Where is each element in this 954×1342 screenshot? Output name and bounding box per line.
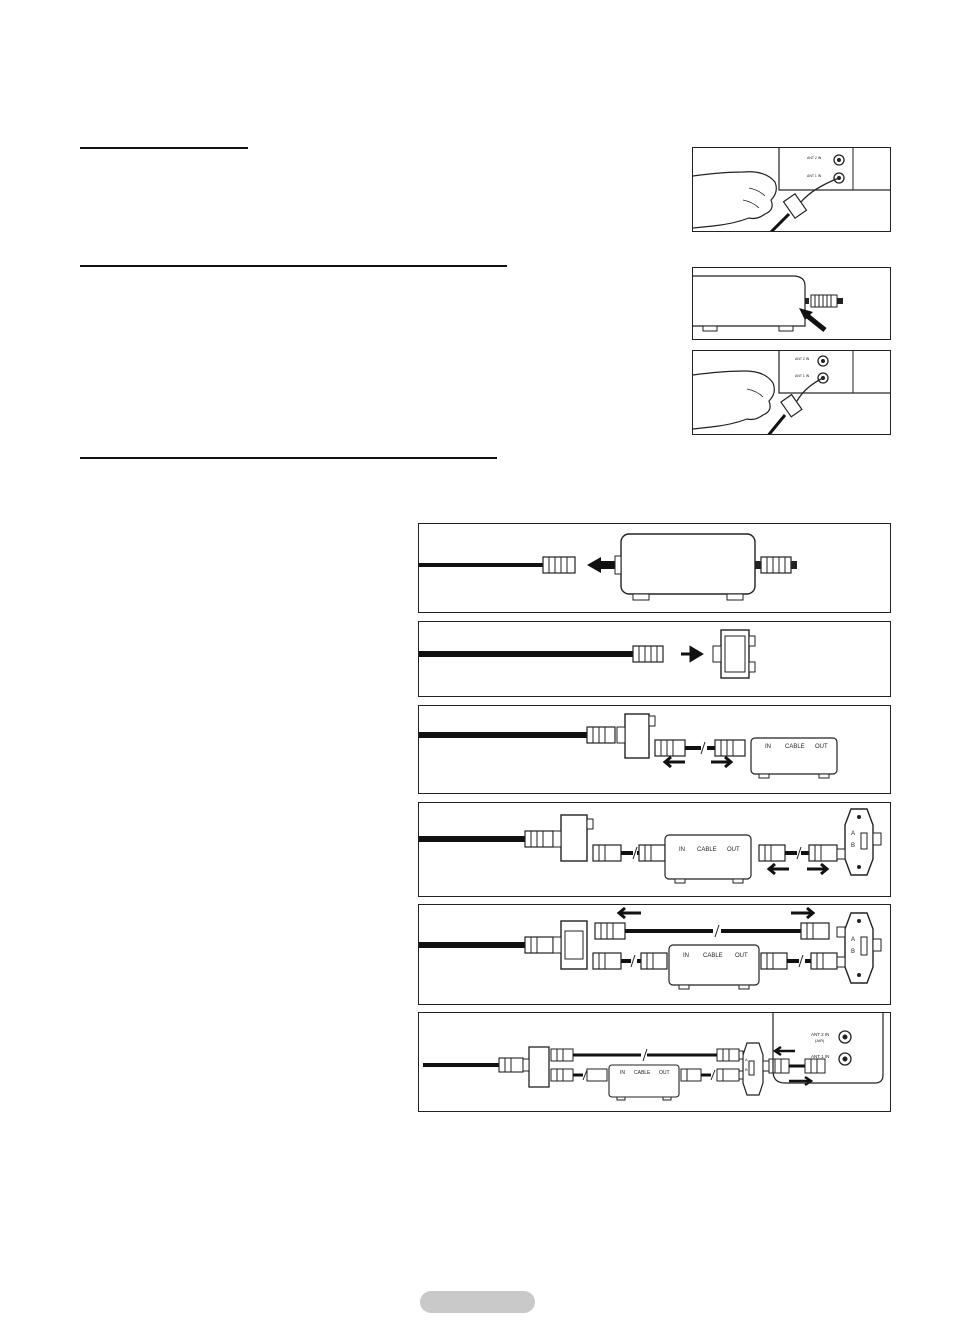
ant2-jack-label: ANT 2 IN <box>807 156 822 160</box>
ant1-jack-label: ANT 1 IN <box>795 374 810 378</box>
diagram-step-ab-switch-to-tv <box>418 1012 891 1112</box>
converter-in-label: IN <box>765 744 771 750</box>
ant2-jack-label: ANT 2 IN <box>795 357 810 361</box>
diagram-step-converter-to-ab-switch <box>418 802 891 897</box>
diagram-step-disconnect-cable <box>418 523 891 613</box>
illustration-hand-connecting-ant1-cable <box>692 350 891 435</box>
converter-cable-label: CABLE <box>703 953 723 959</box>
ab-switch-a-label: A <box>745 1057 748 1062</box>
diagram-step-splitter-to-converter <box>418 705 891 794</box>
ant2-jack-sublabel: (AIR) <box>815 1038 825 1043</box>
converter-out-label: OUT <box>727 847 740 853</box>
converter-in-label: IN <box>683 953 689 959</box>
ant1-jack-label: ANT 1 IN <box>811 1054 830 1059</box>
converter-out-label: OUT <box>735 953 748 959</box>
ab-switch-b-label: B <box>851 843 856 849</box>
ab-switch-b-label: B <box>851 949 856 955</box>
diagram-step-connect-splitter <box>418 621 891 697</box>
ant1-jack-label: ANT 1 IN <box>807 174 822 178</box>
converter-in-label: IN <box>679 847 685 853</box>
illustration-hand-connecting-ant-jack <box>692 147 891 232</box>
converter-cable-label: CABLE <box>697 847 717 853</box>
ab-switch-a-label: A <box>851 937 856 943</box>
section-heading-1-underline <box>80 147 248 149</box>
diagram-step-bypass-cable-to-ab-switch <box>418 904 891 1005</box>
converter-in-label: IN <box>620 1070 625 1076</box>
converter-out-label: OUT <box>659 1070 670 1076</box>
converter-cable-label: CABLE <box>634 1070 651 1076</box>
converter-out-label: OUT <box>815 744 828 750</box>
page-number-badge <box>420 1291 535 1313</box>
ab-switch-b-label: B <box>745 1067 748 1072</box>
section-heading-2-underline <box>80 265 507 267</box>
section-heading-3-underline <box>80 457 497 459</box>
illustration-cable-from-box <box>692 267 891 340</box>
ab-switch-a-label: A <box>851 831 856 837</box>
ant2-jack-label: ANT 2 IN <box>811 1032 830 1037</box>
converter-cable-label: CABLE <box>785 744 805 750</box>
